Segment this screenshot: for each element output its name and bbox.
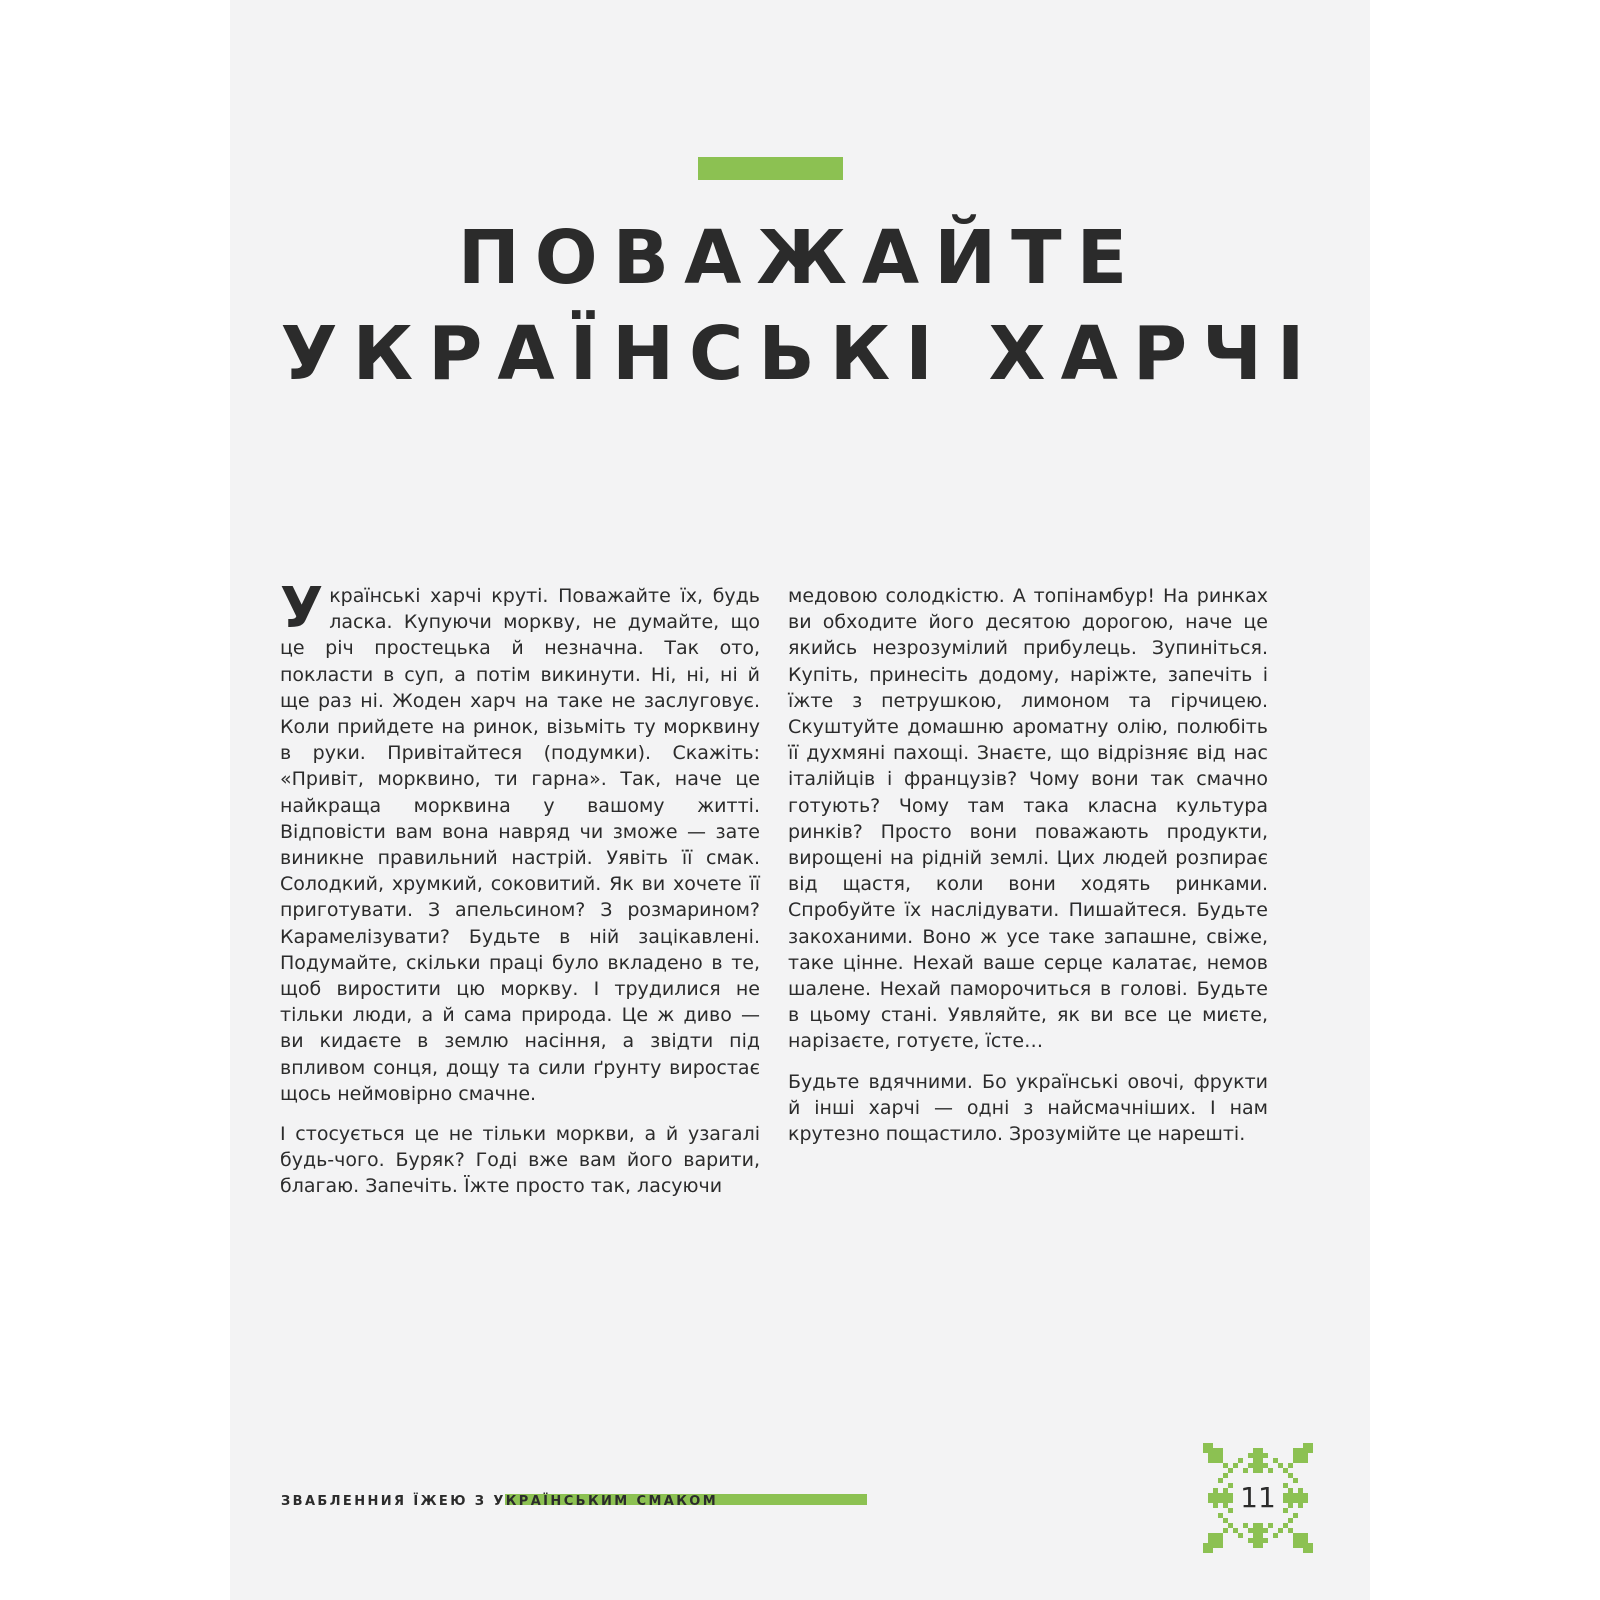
title-accent-bar xyxy=(698,157,843,180)
page-number: 11 xyxy=(1240,1481,1276,1514)
text-column-left xyxy=(280,576,760,1214)
paragraph-text: країнські харчі круті. Поважайте їх, будь ласка. Купуючи моркву, не думайте, що це річ простецька й незначна. Так ото, покласти в суп, а потім викинути. Ні, ні, ні й ще раз ні. Жоден харч на таке не заслуговує. Коли прийдете на ринок, візьміть ту морквину в руки. Привітайтеся (подумки). Скажіть: «Привіт, морквино, ти гарна». Так, наче це найкраща морквина у вашому житті. Відповісти вам вона навряд чи зможе — зате виникне правильний настрій. Уявіть її смак. Солодкий, хрумкий, соковитий. Як ви хочете її приготувати. З апельсином? З розмарином? Карамелізувати? Будьте в ній зацікавлені. Подумайте, скільки праці було вкладено в те, щоб виростити цю моркву. І трудилися не тільки люди, а й сама природа. Це ж диво — ви кидаєте в землю насіння, а звідти під впливом сонця, дощу та сили ґрунту виростає щось неймовірно смачне. xyxy=(280,585,760,1105)
text-column-right xyxy=(788,583,1268,1161)
running-footer: ЗВАБЛЕННИЯ ЇЖЕЮ З УКРАЇНСЬКИМ СМАКОМ xyxy=(281,1494,719,1509)
page-title-line-2: УКРАЇНСЬКІ ХАРЧІ xyxy=(280,311,1320,398)
paragraph: І стосується це не тільки моркви, а й узагалі будь-чого. Буряк? Годі вже вам його варити, благаю. Запечіть. Їжте просто так, ласуючи xyxy=(280,1123,760,1198)
page-title-line-1: ПОВАЖАЙТЕ xyxy=(457,215,1143,301)
paragraph xyxy=(280,576,760,1107)
page-title xyxy=(230,210,1370,402)
paragraph: медовою солодкістю. А топінамбур! На ринках ви обходите його десятою дорогою, наче це якийсь незрозумілий прибулець. Зупиніться. Купіть, принесіть додому, наріжте, запечіть і їжте з петрушкою, лимоном та гірчицею. Скуштуйте домашню ароматну олію, полюбіть її духмяні пахощі. Знаєте, що відрізняє від нас італійців і французів? Чому вони так смачно готують? Чому там така класна культура ринків? Просто вони поважають продукти, вирощені на рідній землі. Цих людей розпирає від щастя, коли вони ходять ринками. Спробуйте їх наслідувати. Пишайтеся. Будьте закоханими. Воно ж усе таке запашне, свіже, таке цінне. Нехай ваше серце калатає, немов шалене. Нехай паморочиться в голові. Будьте в цьому стані. Уявляйте, як ви все це миєте, нарізаєте, готуєте, їсте… xyxy=(788,585,1268,1053)
drop-cap: У xyxy=(280,576,324,641)
paragraph: Будьте вдячними. Бо українські овочі, фрукти й інші харчі — одні з найсмачніших. І нам крутезно пощастило. Зрозумійте це нарешті. xyxy=(788,1070,1268,1146)
